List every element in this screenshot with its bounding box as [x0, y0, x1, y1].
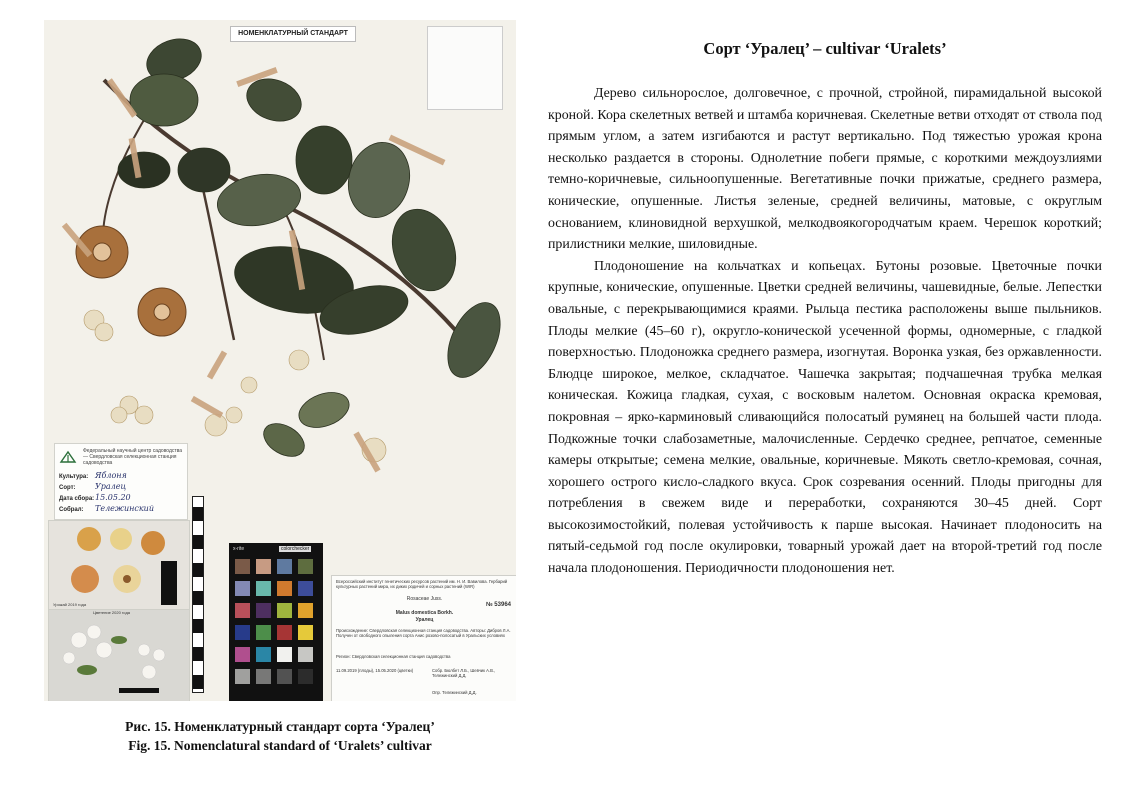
tag-value-collector: Тележинский: [95, 504, 154, 513]
flower-photo-caption: Цветение 2020 года: [93, 610, 130, 615]
flower-photo-image: [49, 610, 189, 701]
color-swatch: [277, 603, 292, 618]
color-swatch: [235, 647, 250, 662]
fruit-photo: [48, 520, 190, 610]
institute-logo-icon: [59, 450, 77, 464]
herbarium-sheet-image: [44, 20, 516, 701]
collection-tag-header: Федеральный научный центр садоводства — Свердловская селекционная станция садоводства: [83, 448, 183, 466]
tag-label-crop: Культура:: [59, 474, 89, 480]
color-swatch: [277, 581, 292, 596]
color-swatch: [277, 625, 292, 640]
color-card-model: colorchecker: [281, 546, 310, 552]
color-swatch: [298, 669, 313, 684]
color-swatch: [298, 603, 313, 618]
article-title: Сорт ‘Уралец’ – cultivar ‘Uralets’: [703, 39, 947, 58]
tag-value-cultivar: Уралец: [95, 482, 127, 491]
doc-label-region: Регион: Свердловская селекционная станция садоводства: [336, 654, 451, 659]
collection-tag: [54, 443, 188, 520]
color-checker-card: [229, 543, 323, 701]
color-swatch: [256, 581, 271, 596]
figure-caption-en: Fig. 15. Nomenclatural standard of ‘Uralets’ cultivar: [128, 738, 432, 753]
paragraph-tree-description: Дерево сильнорослое, долговечное, с прочной, стройной, пирамидальной высокой кроной. Кора скелетных ветвей и штамба коричневая. Скелетные ветви отходят от ствола под прямым углом, а затем изгибаются и растут вертикально. Под тяжестью урожая крона несколько раздается в стороны. Однолетние побеги прямые, с короткими междоузлиями темно-коричневые, сильноопушенные. Вегетативные почки прижатые, среднего размера, конические, опушенные. Листья зеленые, средней величины, матовые, с округлым основанием, клиновидной верхушкой, мелкодвоякогородчатым краем. Черешок короткий; прилистники мелкие, шиловидные.: [548, 86, 1102, 253]
tag-value-crop: Яблоня: [95, 471, 127, 480]
color-swatch: [256, 625, 271, 640]
article-body: [548, 83, 1102, 580]
color-swatch: [298, 625, 313, 640]
doc-label-determined: Опр. Тележинский Д.Д.: [432, 690, 477, 695]
doc-label-species: Malus domestica Borkh.: [395, 610, 454, 616]
color-swatch: [277, 647, 292, 662]
tag-label-date: Дата сбора:: [59, 496, 95, 502]
figure-caption-ru: Рис. 15. Номенклатурный стандарт сорта ‘Уралец’: [125, 719, 435, 734]
doc-label-cultivar: Уралец: [415, 617, 434, 623]
color-swatch: [298, 559, 313, 574]
color-swatch: [256, 647, 271, 662]
color-card-brand: x-rite: [233, 546, 245, 552]
tag-label-cultivar: Сорт:: [59, 485, 76, 491]
color-swatch: [256, 669, 271, 684]
color-swatch: [277, 559, 292, 574]
color-swatch: [256, 603, 271, 618]
color-swatch: [235, 669, 250, 684]
color-swatch: [298, 647, 313, 662]
color-swatch: [235, 625, 250, 640]
specimen-envelope: [427, 26, 503, 110]
doc-label-header: Всероссийский институт генетических ресурсов растений им. Н. И. Вавилова. Гербарий культурных растений мира, их диких родичей и сорных растений (WIR): [336, 579, 508, 589]
doc-label-family: Rosaceae Juss.: [406, 596, 443, 602]
color-swatch: [235, 581, 250, 596]
doc-label-origin: Происхождение: Свердловская селекционная станция садоводства. Авторы: Дибров Л.А. Получен от свободного опыления сорта Анис розово-полосатый в Уральских условиях: [336, 628, 511, 638]
paragraph-fruiting-description: Плодоношение на кольчатках и копьецах. Бутоны розовые. Цветочные почки крупные, конические, опушенные. Цветки средней величины, чашевидные, белые. Лепестки овальные, с перекрывающимися краями. Рыльца пестика расположены выше пыльников. Плоды мелкие (45–60 г), округло-конической усеченной формы, одномерные, с гладкой поверхностью. Плодоножка среднего размера, изогнутая. Воронка узкая, без оржавленности. Блюдце широкое, мелкое, складчатое. Чашечка закрытая; подчашечная трубка мелкая коническая. Кожица гладкая, сухая, с восковым налетом. Основная окраска кремовая, покровная – ярко-карминовый сливающийся полосатый румянец на большей части плода. Подкожные точки слабозаметные, малочисленные. Сердечко среднее, репчатое, семенные камеры открытые; семена мелкие, овальные, коричневые. Мякоть светло-кремовая, сочная, хорошего острого кисло-сладкого вкуса. Срок созревания осенний. Плоды пригодны для потребления в свежем виде и переработки, сохраняются 30–45 дней. Сорт высокозимостойкий, полевая устойчивость к парше высокая. Начинает плодоносить на пятый-седьмой год после окулировки, товарный урожай дает на второй-третий год после начала плодоношения. Периодичности плодоношения нет.: [548, 258, 1102, 577]
color-swatch: [298, 581, 313, 596]
doc-label-number: № 53964: [485, 602, 511, 608]
doc-label-collectors: Собр. Бюлбет Л.Б., Шевчик А.В., Тележинский Д.Д.: [432, 668, 496, 678]
scale-ruler: [192, 496, 204, 693]
herbarium-document-label: [331, 575, 516, 701]
doc-label-dates: 11.09.2019 (плоды), 15.05.2020 (цветки): [336, 668, 414, 673]
color-swatch: [235, 559, 250, 574]
fruit-photo-caption: Урожай 2019 года: [53, 602, 87, 607]
color-swatch: [277, 669, 292, 684]
flower-photo: [48, 609, 190, 701]
nomenclatural-standard-label: НОМЕНКЛАТУРНЫЙ СТАНДАРТ: [230, 26, 356, 42]
tag-value-date: 15.05.20: [95, 493, 131, 502]
color-swatch: [235, 603, 250, 618]
fruit-photo-image: [49, 521, 189, 609]
color-swatch: [256, 559, 271, 574]
tag-label-collector: Собрал:: [59, 507, 84, 513]
